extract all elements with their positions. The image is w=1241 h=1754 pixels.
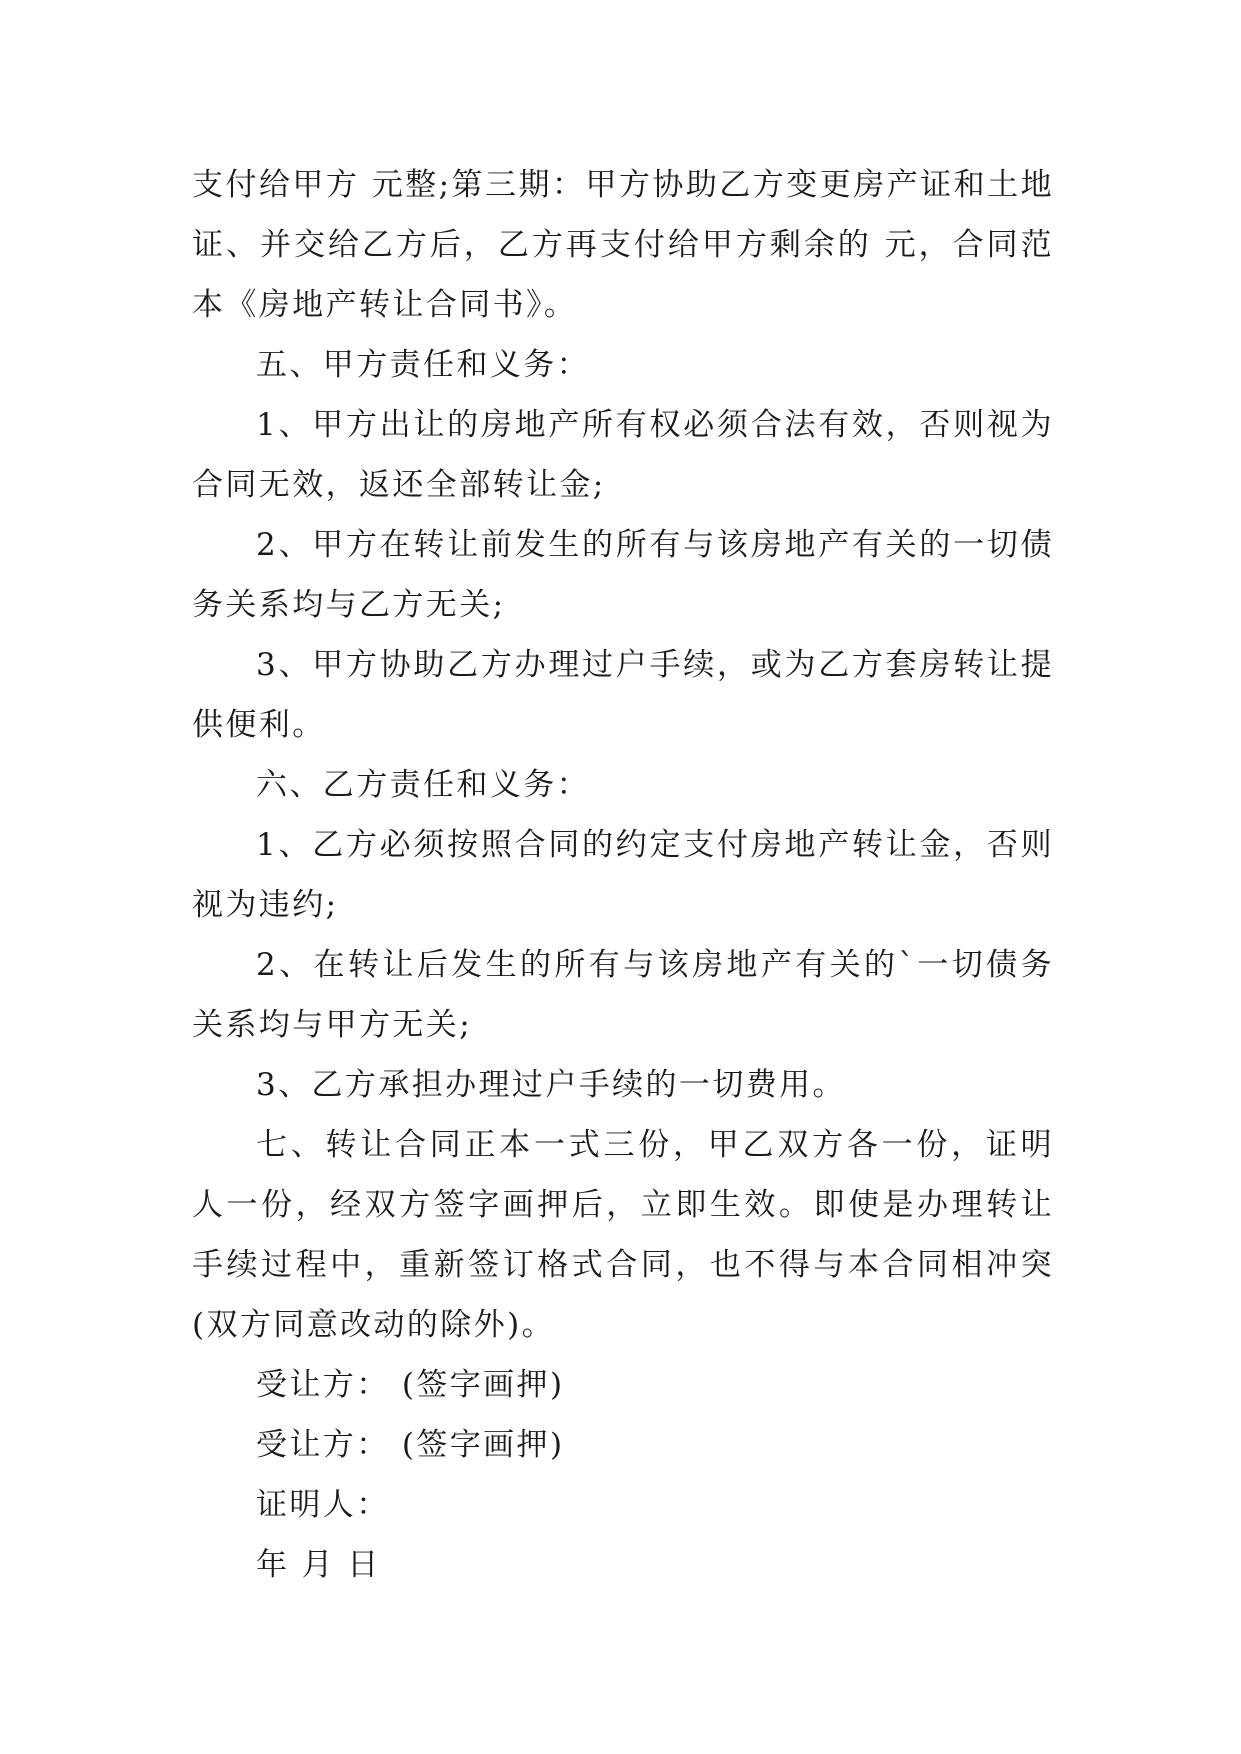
party-b-duty-1: 1、乙方必须按照合同的约定支付房地产转让金，否则视为违约;	[192, 827, 1054, 923]
heading-party-b-duties: 六、乙方责任和义务：	[256, 767, 590, 803]
paragraph-payment-terms: 支付给甲方 元整;第三期：甲方协助乙方变更房产证和土地证、并交给乙方后，乙方再支付给甲方剩余的 元，合同范本《房地产转让合同书》。	[192, 167, 1054, 323]
document-body	[192, 155, 1054, 1595]
party-a-duty-1: 1、甲方出让的房地产所有权必须合法有效，否则视为合同无效，返还全部转让金;	[192, 407, 1054, 503]
party-b-duty-2: 2、在转让后发生的所有与该房地产有关的`一切债务关系均与甲方无关;	[192, 947, 1054, 1043]
heading-party-a-duties: 五、甲方责任和义务：	[256, 347, 590, 383]
party-a-duty-2: 2、甲方在转让前发生的所有与该房地产有关的一切债务关系均与乙方无关;	[192, 527, 1054, 623]
party-b-duty-3: 3、乙方承担办理过户手续的一切费用。	[256, 1067, 846, 1103]
signature-line-transferee-2: 受让方： (签字画押)	[256, 1427, 565, 1463]
signature-line-witness: 证明人：	[256, 1487, 390, 1523]
signature-line-transferee-1: 受让方： (签字画押)	[256, 1367, 565, 1403]
clause-seven: 七、转让合同正本一式三份，甲乙双方各一份，证明人一份，经双方签字画押后，立即生效。即使是办理转让手续过程中，重新签订格式合同，也不得与本合同相冲突(双方同意改动的除外)。	[192, 1127, 1054, 1343]
party-a-duty-3: 3、甲方协助乙方办理过户手续，或为乙方套房转让提供便利。	[192, 647, 1054, 743]
date-line: 年 月 日	[256, 1547, 381, 1583]
